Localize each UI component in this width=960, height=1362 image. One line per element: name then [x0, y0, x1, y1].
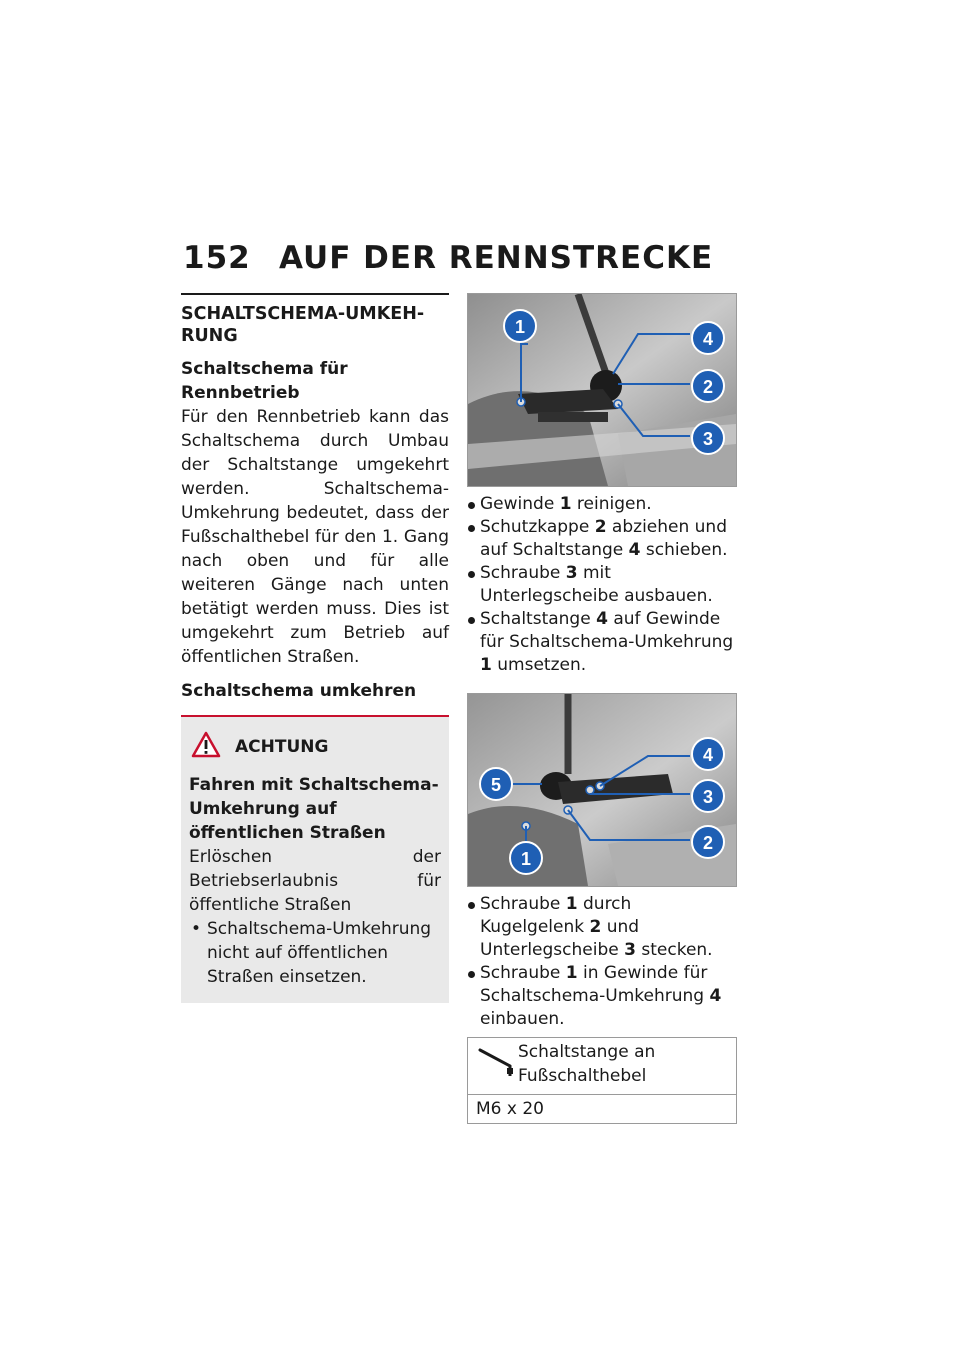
- left-column: [181, 293, 449, 1003]
- svg-text:3: 3: [702, 787, 714, 807]
- callout-5: [480, 768, 512, 800]
- callout-3: [692, 780, 724, 812]
- warning-triangle-icon: [191, 731, 221, 763]
- torque-row-label: [468, 1038, 736, 1095]
- warning-title: Fahren mit Schaltschema-Umkehrung auf öffentlichen Straßen: [189, 775, 439, 843]
- svg-text:2: 2: [702, 377, 714, 397]
- warning-label: ACHTUNG: [235, 737, 329, 757]
- torque-label: Schaltstange an Fußschalthebel: [518, 1042, 656, 1086]
- svg-text:1: 1: [520, 849, 532, 869]
- warning-consequence: Erlöschen der Betriebserlaubnis für öffentliche Straßen: [189, 847, 441, 915]
- section-title: SCHALTSCHEMA-UMKEH-RUNG: [181, 304, 425, 346]
- list-item: Schaltstange 4 auf Gewinde für Schaltschema-Umkehrung 1 umsetzen.: [467, 608, 737, 677]
- list-item: Schraube 3 mit Unterlegscheibe ausbauen.: [467, 562, 737, 608]
- callout-1: [510, 842, 542, 874]
- chapter-title: AUF DER RENNSTRECKE: [279, 240, 714, 276]
- page-number: 152: [183, 240, 251, 276]
- list-item: Schraube 1 in Gewinde für Schaltschema-Umkehrung 4 einbauen.: [467, 962, 737, 1031]
- figure-shift-linkage-2: [467, 693, 737, 887]
- list-item: Gewinde 1 reinigen.: [467, 493, 737, 516]
- page-header: [183, 240, 713, 276]
- svg-text:5: 5: [490, 775, 502, 795]
- callout-4: [692, 322, 724, 354]
- torque-table: [467, 1037, 737, 1124]
- list-item: Schraube 1 durch Kugelgelenk 2 und Unterlegscheibe 3 stecken.: [467, 893, 737, 962]
- steps-list-2: [467, 893, 737, 1031]
- callout-4: [692, 738, 724, 770]
- section-rule: [181, 293, 449, 295]
- svg-text:1: 1: [514, 317, 526, 337]
- torque-value: M6 x 20: [476, 1099, 544, 1119]
- callout-3: [692, 422, 724, 454]
- right-column: [467, 293, 737, 1124]
- subheading-rennbetrieb: Schaltschema für Rennbetrieb: [181, 359, 348, 403]
- warning-bullet: • Schaltschema-Umkehrung nicht auf öffentlichen Straßen einsetzen.: [189, 917, 441, 989]
- warning-box: [181, 715, 449, 1003]
- svg-text:2: 2: [702, 833, 714, 853]
- warning-header: [189, 731, 441, 763]
- figure-shift-linkage-1: [467, 293, 737, 487]
- torque-wrench-icon: [476, 1044, 518, 1082]
- callout-2: [692, 826, 724, 858]
- callout-2: [692, 370, 724, 402]
- svg-text:4: 4: [702, 745, 714, 765]
- subheading-umkehren: Schaltschema umkehren: [181, 681, 417, 701]
- callout-1: [504, 310, 536, 342]
- svg-text:4: 4: [702, 329, 714, 349]
- intro-paragraph: Für den Rennbetrieb kann das Schaltschema durch Umbau der Schaltstange umgekehrt werden. Schaltschema-Umkehrung bedeutet, dass der Fußschalthebel für den 1. Gang nach oben und für alle weiteren Gänge nach unten betätigt werden muss. Dies ist umgekehrt zum Betrieb auf öffentlichen Straßen.: [181, 407, 449, 667]
- steps-list-1: [467, 493, 737, 677]
- svg-text:3: 3: [702, 429, 714, 449]
- list-item: Schutzkappe 2 abziehen und auf Schaltstange 4 schieben.: [467, 516, 737, 562]
